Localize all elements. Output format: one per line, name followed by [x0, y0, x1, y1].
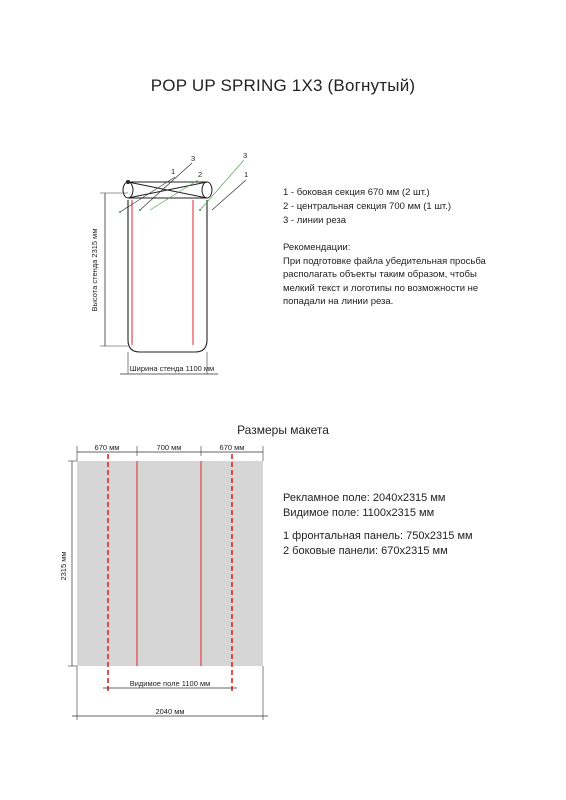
segment-center-label: 700 мм: [156, 443, 182, 452]
segment-left-label: 670 мм: [94, 443, 120, 452]
page-title: POP UP SPRING 1X3 (Вогнутый): [150, 76, 416, 95]
layout-height-label: 2315 мм: [59, 551, 68, 581]
recommendations-text: При подготовке файла убедительная просьба располагать объекты таким образом, чтобы мелкий текст и логотипы по возможности не попадали на линии реза.: [283, 256, 486, 308]
frame-joint: [126, 180, 130, 184]
legend-item-1: 1 - боковая секция 670 мм (2 шт.): [283, 187, 430, 198]
callout-1b: 1: [244, 170, 249, 179]
layout-panel: [77, 461, 263, 666]
width-label: Ширина стенда 1100 мм: [129, 364, 215, 373]
callout-3a: 3: [191, 154, 196, 163]
callout-3b: 3: [243, 151, 248, 160]
total-label: 2040 мм: [155, 707, 185, 716]
height-label: Высота стенда 2315 мм: [90, 228, 99, 312]
callout-1a: 1: [171, 167, 176, 176]
legend-item-2: 2 - центральная секция 700 мм (1 шт.): [283, 201, 452, 212]
visible-label: Видимое поле 1100 мм: [129, 679, 211, 688]
spec-side-panels: 2 боковые панели: 670х2315 мм: [283, 545, 448, 557]
spec-visible-field: Видимое поле: 1100х2315 мм: [283, 507, 435, 519]
stand-outline: [128, 200, 207, 352]
callout-2: 2: [198, 170, 203, 179]
spec-ad-field: Рекламное поле: 2040х2315 мм: [283, 492, 446, 504]
layout-heading: Размеры макета: [237, 423, 329, 437]
legend-item-3: 3 - линии реза: [283, 215, 347, 226]
frame-left-end: [123, 182, 133, 198]
spec-front-panel: 1 фронтальная панель: 750х2315 мм: [283, 530, 473, 542]
segment-right-label: 670 мм: [219, 443, 245, 452]
recommendations-heading: Рекомендации:: [283, 242, 351, 253]
frame-right-end: [202, 182, 212, 198]
